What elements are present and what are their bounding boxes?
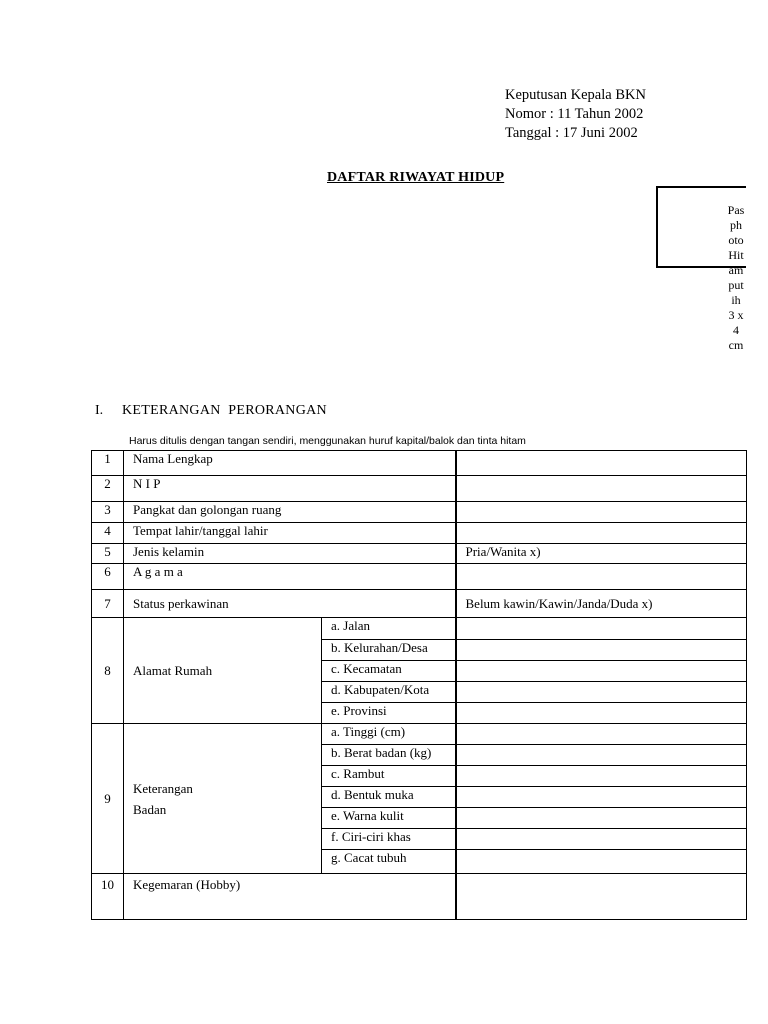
height-field[interactable] bbox=[456, 724, 747, 745]
sub-field-label: f. Ciri-ciri khas bbox=[322, 829, 456, 850]
table-row bbox=[92, 564, 747, 590]
photo-text-line: ph bbox=[730, 218, 742, 232]
row-number: 2 bbox=[92, 476, 124, 502]
face-shape-field[interactable] bbox=[456, 787, 747, 808]
photo-text-line: Pas bbox=[727, 203, 745, 217]
sub-field-label: c. Kecamatan bbox=[322, 661, 456, 682]
rank-field[interactable] bbox=[456, 502, 747, 523]
row-number: 4 bbox=[92, 523, 124, 544]
photo-text-line: ih bbox=[731, 293, 741, 307]
photo-instruction bbox=[718, 203, 754, 353]
table-row bbox=[92, 724, 747, 745]
name-field[interactable] bbox=[456, 451, 747, 476]
field-label: Nama Lengkap bbox=[124, 451, 456, 476]
table-row bbox=[92, 523, 747, 544]
field-label: Kegemaran (Hobby) bbox=[124, 874, 456, 920]
row-number: 5 bbox=[92, 544, 124, 564]
section-number: I. bbox=[95, 403, 104, 418]
table-row bbox=[92, 476, 747, 502]
sub-field-label: a. Tinggi (cm) bbox=[322, 724, 456, 745]
hobby-field[interactable] bbox=[456, 874, 747, 920]
field-label: Pangkat dan golongan ruang bbox=[124, 502, 456, 523]
row-number: 6 bbox=[92, 564, 124, 590]
field-label: Status perkawinan bbox=[124, 590, 456, 618]
field-label: Alamat Rumah bbox=[124, 618, 322, 724]
field-label-line: Keterangan bbox=[133, 780, 193, 796]
birth-field[interactable] bbox=[456, 523, 747, 544]
nip-field[interactable] bbox=[456, 476, 747, 502]
field-label: A g a m a bbox=[124, 564, 456, 590]
sub-field-label: d. Kabupaten/Kota bbox=[322, 682, 456, 703]
field-label: N I P bbox=[124, 476, 456, 502]
sub-field-label: e. Warna kulit bbox=[322, 808, 456, 829]
personal-info-table bbox=[91, 450, 747, 920]
gender-field[interactable]: Pria/Wanita x) bbox=[456, 544, 747, 564]
sub-field-label: b. Berat badan (kg) bbox=[322, 745, 456, 766]
table-row bbox=[92, 874, 747, 920]
decree-title: Keputusan Kepala BKN bbox=[505, 87, 646, 103]
photo-text-line: Hit bbox=[728, 248, 744, 262]
address-village-field[interactable] bbox=[456, 640, 747, 661]
document-title: DAFTAR RIWAYAT HIDUP bbox=[327, 170, 505, 185]
decree-number: Nomor : 11 Tahun 2002 bbox=[505, 106, 644, 122]
disability-field[interactable] bbox=[456, 850, 747, 874]
photo-text-line: cm bbox=[728, 338, 744, 352]
skin-color-field[interactable] bbox=[456, 808, 747, 829]
row-number: 8 bbox=[92, 618, 124, 724]
field-label-line: Badan bbox=[133, 801, 167, 817]
marital-field[interactable]: Belum kawin/Kawin/Janda/Duda x) bbox=[456, 590, 747, 618]
weight-field[interactable] bbox=[456, 745, 747, 766]
sub-field-label: d. Bentuk muka bbox=[322, 787, 456, 808]
field-label: Tempat lahir/tanggal lahir bbox=[124, 523, 456, 544]
sub-field-label: b. Kelurahan/Desa bbox=[322, 640, 456, 661]
address-regency-field[interactable] bbox=[456, 682, 747, 703]
address-street-field[interactable] bbox=[456, 618, 747, 640]
hair-field[interactable] bbox=[456, 766, 747, 787]
address-district-field[interactable] bbox=[456, 661, 747, 682]
photo-text-line: 3 x bbox=[728, 308, 744, 322]
field-label bbox=[124, 724, 322, 874]
photo-text-line: put bbox=[728, 278, 744, 292]
features-field[interactable] bbox=[456, 829, 747, 850]
row-number: 10 bbox=[92, 874, 124, 920]
row-number: 7 bbox=[92, 590, 124, 618]
sub-field-label: g. Cacat tubuh bbox=[322, 850, 456, 874]
table-row bbox=[92, 590, 747, 618]
religion-field[interactable] bbox=[456, 564, 747, 590]
table-row bbox=[92, 618, 747, 640]
decree-reference bbox=[505, 86, 646, 143]
photo-text-line: oto bbox=[728, 233, 744, 247]
decree-date: Tanggal : 17 Juni 2002 bbox=[505, 125, 638, 141]
photo-text-line: am bbox=[728, 263, 744, 277]
table-row bbox=[92, 544, 747, 564]
table-row bbox=[92, 451, 747, 476]
section-title: KETERANGAN PERORANGAN bbox=[122, 403, 327, 418]
table-row bbox=[92, 502, 747, 523]
row-number: 9 bbox=[92, 724, 124, 874]
sub-field-label: e. Provinsi bbox=[322, 703, 456, 724]
field-label: Jenis kelamin bbox=[124, 544, 456, 564]
row-number: 1 bbox=[92, 451, 124, 476]
section-instruction: Harus ditulis dengan tangan sendiri, menggunakan huruf kapital/balok dan tinta hitam bbox=[129, 435, 526, 447]
sub-field-label: a. Jalan bbox=[322, 618, 456, 640]
sub-field-label: c. Rambut bbox=[322, 766, 456, 787]
photo-text-line: 4 bbox=[733, 323, 739, 337]
address-province-field[interactable] bbox=[456, 703, 747, 724]
row-number: 3 bbox=[92, 502, 124, 523]
